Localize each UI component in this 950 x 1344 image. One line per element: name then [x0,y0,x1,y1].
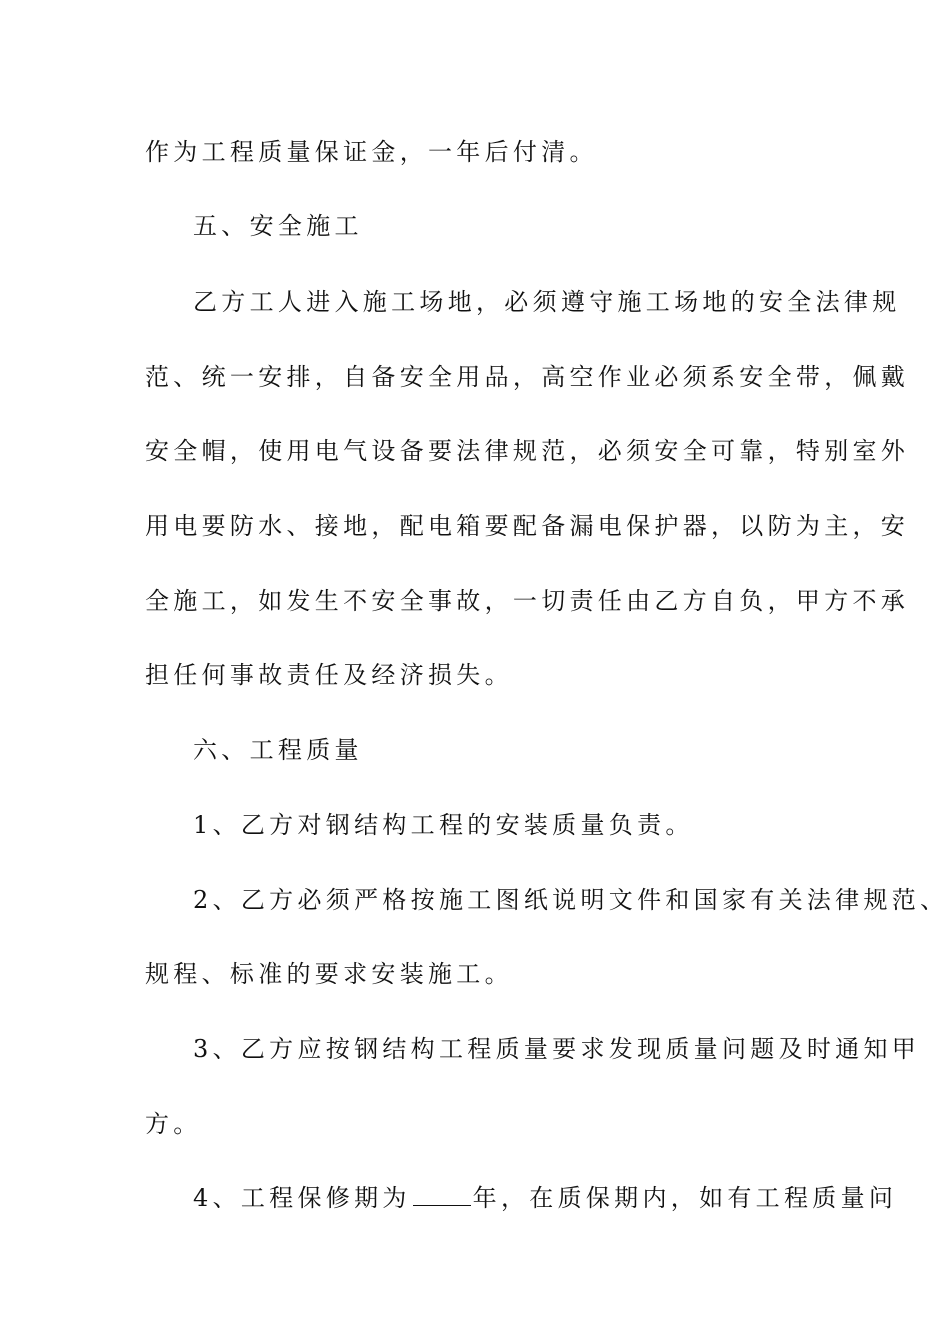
section-heading-safety: 五、安全施工 [193,212,363,240]
paragraph-line-warranty [193,1183,897,1213]
paragraph-line: 安全帽，使用电气设备要法律规范，必须安全可靠，特别室外 [145,437,910,465]
fill-in-blank [413,1183,471,1206]
paragraph-line: 担任何事故责任及经济损失。 [145,661,513,689]
paragraph-line: 乙方工人进入施工场地，必须遵守施工场地的安全法律规 [193,288,901,316]
paragraph-line: 作为工程质量保证金，一年后付清。 [145,138,598,166]
paragraph-line: 1、乙方对钢结构工程的安装质量负责。 [193,811,694,839]
warranty-text-before: 4、工程保修期为 [193,1184,411,1212]
section-heading-quality: 六、工程质量 [193,736,363,764]
paragraph-line: 2、乙方必须严格按施工图纸说明文件和国家有关法律规范、 [193,886,949,914]
paragraph-line: 3、乙方应按钢结构工程质量要求发现质量问题及时通知甲 [193,1035,921,1063]
paragraph-line: 规程、标准的要求安装施工。 [145,960,513,988]
paragraph-line: 全施工，如发生不安全事故，一切责任由乙方自负，甲方不承 [145,587,910,615]
paragraph-line: 范、统一安排，自备安全用品，高空作业必须系安全带，佩戴 [145,363,910,391]
paragraph-line: 方。 [145,1110,202,1138]
paragraph-line: 用电要防水、接地，配电箱要配备漏电保护器，以防为主，安 [145,512,910,540]
warranty-text-after: 年，在质保期内，如有工程质量问 [472,1184,898,1212]
